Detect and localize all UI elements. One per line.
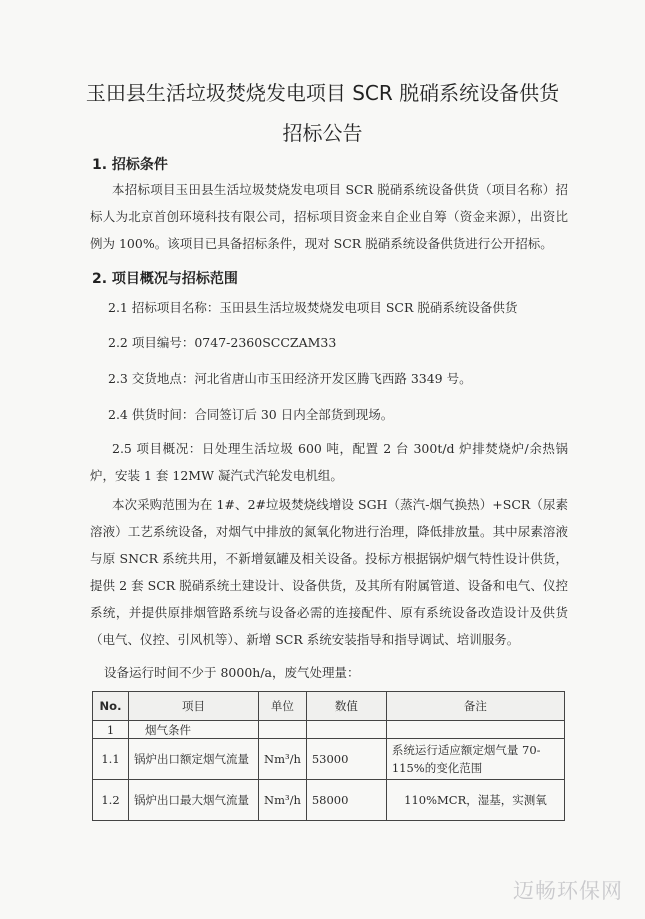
title-line-1: 玉田县生活垃圾焚烧发电项目 SCR 脱硝系统设备供货 [85, 81, 560, 105]
header-item: 项目 [129, 692, 259, 721]
title-line-2: 招标公告 [282, 121, 363, 145]
cell-item: 烟气条件 [129, 721, 259, 739]
cell-no: 1.1 [93, 739, 129, 780]
cell-note: 系统运行适应额定烟气量 70-115%的变化范围 [386, 739, 564, 780]
header-no: No. [93, 692, 129, 721]
table-intro: 设备运行时间不少于 8000h/a，废气处理量： [104, 665, 360, 680]
cell-unit: Nm³/h [259, 780, 307, 821]
site-watermark: 迈畅环保网 [513, 879, 623, 903]
header-note: 备注 [386, 692, 564, 721]
cell-value [306, 721, 386, 739]
cell-value: 58000 [306, 780, 386, 821]
cell-no: 1.2 [93, 780, 129, 821]
cell-value: 53000 [306, 739, 386, 780]
cell-unit: Nm³/h [259, 739, 307, 780]
cell-item: 锅炉出口额定烟气流量 [129, 739, 259, 780]
table-row [93, 739, 565, 780]
section-2-heading: 2. 项目概况与招标范围 [92, 271, 238, 287]
header-value: 数值 [306, 692, 386, 721]
spec-table [92, 691, 565, 821]
cell-unit [259, 721, 307, 739]
header-unit: 单位 [259, 692, 307, 721]
section-1-body: 本招标项目玉田县生活垃圾焚烧发电项目 SCR 脱硝系统设备供货（项目名称）招标人为北京首创环境科技有限公司，招标项目资金来自企业自筹（资金来源），出资比例为 100%。该项目已具备招标条件，现对 SCR 脱硝系统设备供货进行公开招标。 [90, 182, 568, 251]
scope-paragraph: 本次采购范围为在 1#、2#垃圾焚烧线增设 SGH（蒸汽-烟气换热）+SCR（尿素溶液）工艺系统设备，对烟气中排放的氮氧化物进行治理，降低排放量。其中尿素溶液与原 SNCR 系统共用，不新增氨罐及相关设备。投标方根据锅炉烟气特性设计供货，提供 2 套 SCR 脱硝系统土建设计、设备供货，及其所有附属管道、设备和电气、仪控系统，并提供原排烟管路系统与设备必需的连接配件、原有系统设备改造设计及供货（电气、仪控、引风机等）、新增 SCR 系统安装指导和指导调试、培训服务。 [90, 497, 568, 647]
item-2-3: 2.3 交货地点：河北省唐山市玉田经济开发区腾飞西路 3349 号。 [108, 371, 472, 386]
table-row [93, 721, 565, 739]
table-header-row [93, 692, 565, 721]
document-title [40, 76, 605, 150]
cell-item: 锅炉出口最大烟气流量 [129, 780, 259, 821]
item-2-2: 2.2 项目编号：0747-2360SCCZAM33 [108, 335, 337, 350]
cell-note: 110%MCR，湿基，实测氧 [386, 780, 564, 821]
item-2-4: 2.4 供货时间：合同签订后 30 日内全部货到现场。 [108, 407, 394, 422]
cell-note [386, 721, 564, 739]
cell-no: 1 [93, 721, 129, 739]
item-2-5: 2.5 项目概况：日处理生活垃圾 600 吨，配置 2 台 300t/d 炉排焚烧炉/余热锅炉，安装 1 套 12MW 凝汽式汽轮发电机组。 [90, 441, 568, 483]
table-row [93, 780, 565, 821]
section-1-heading: 1. 招标条件 [92, 157, 168, 173]
item-2-1: 2.1 招标项目名称：玉田县生活垃圾焚烧发电项目 SCR 脱硝系统设备供货 [108, 300, 518, 315]
